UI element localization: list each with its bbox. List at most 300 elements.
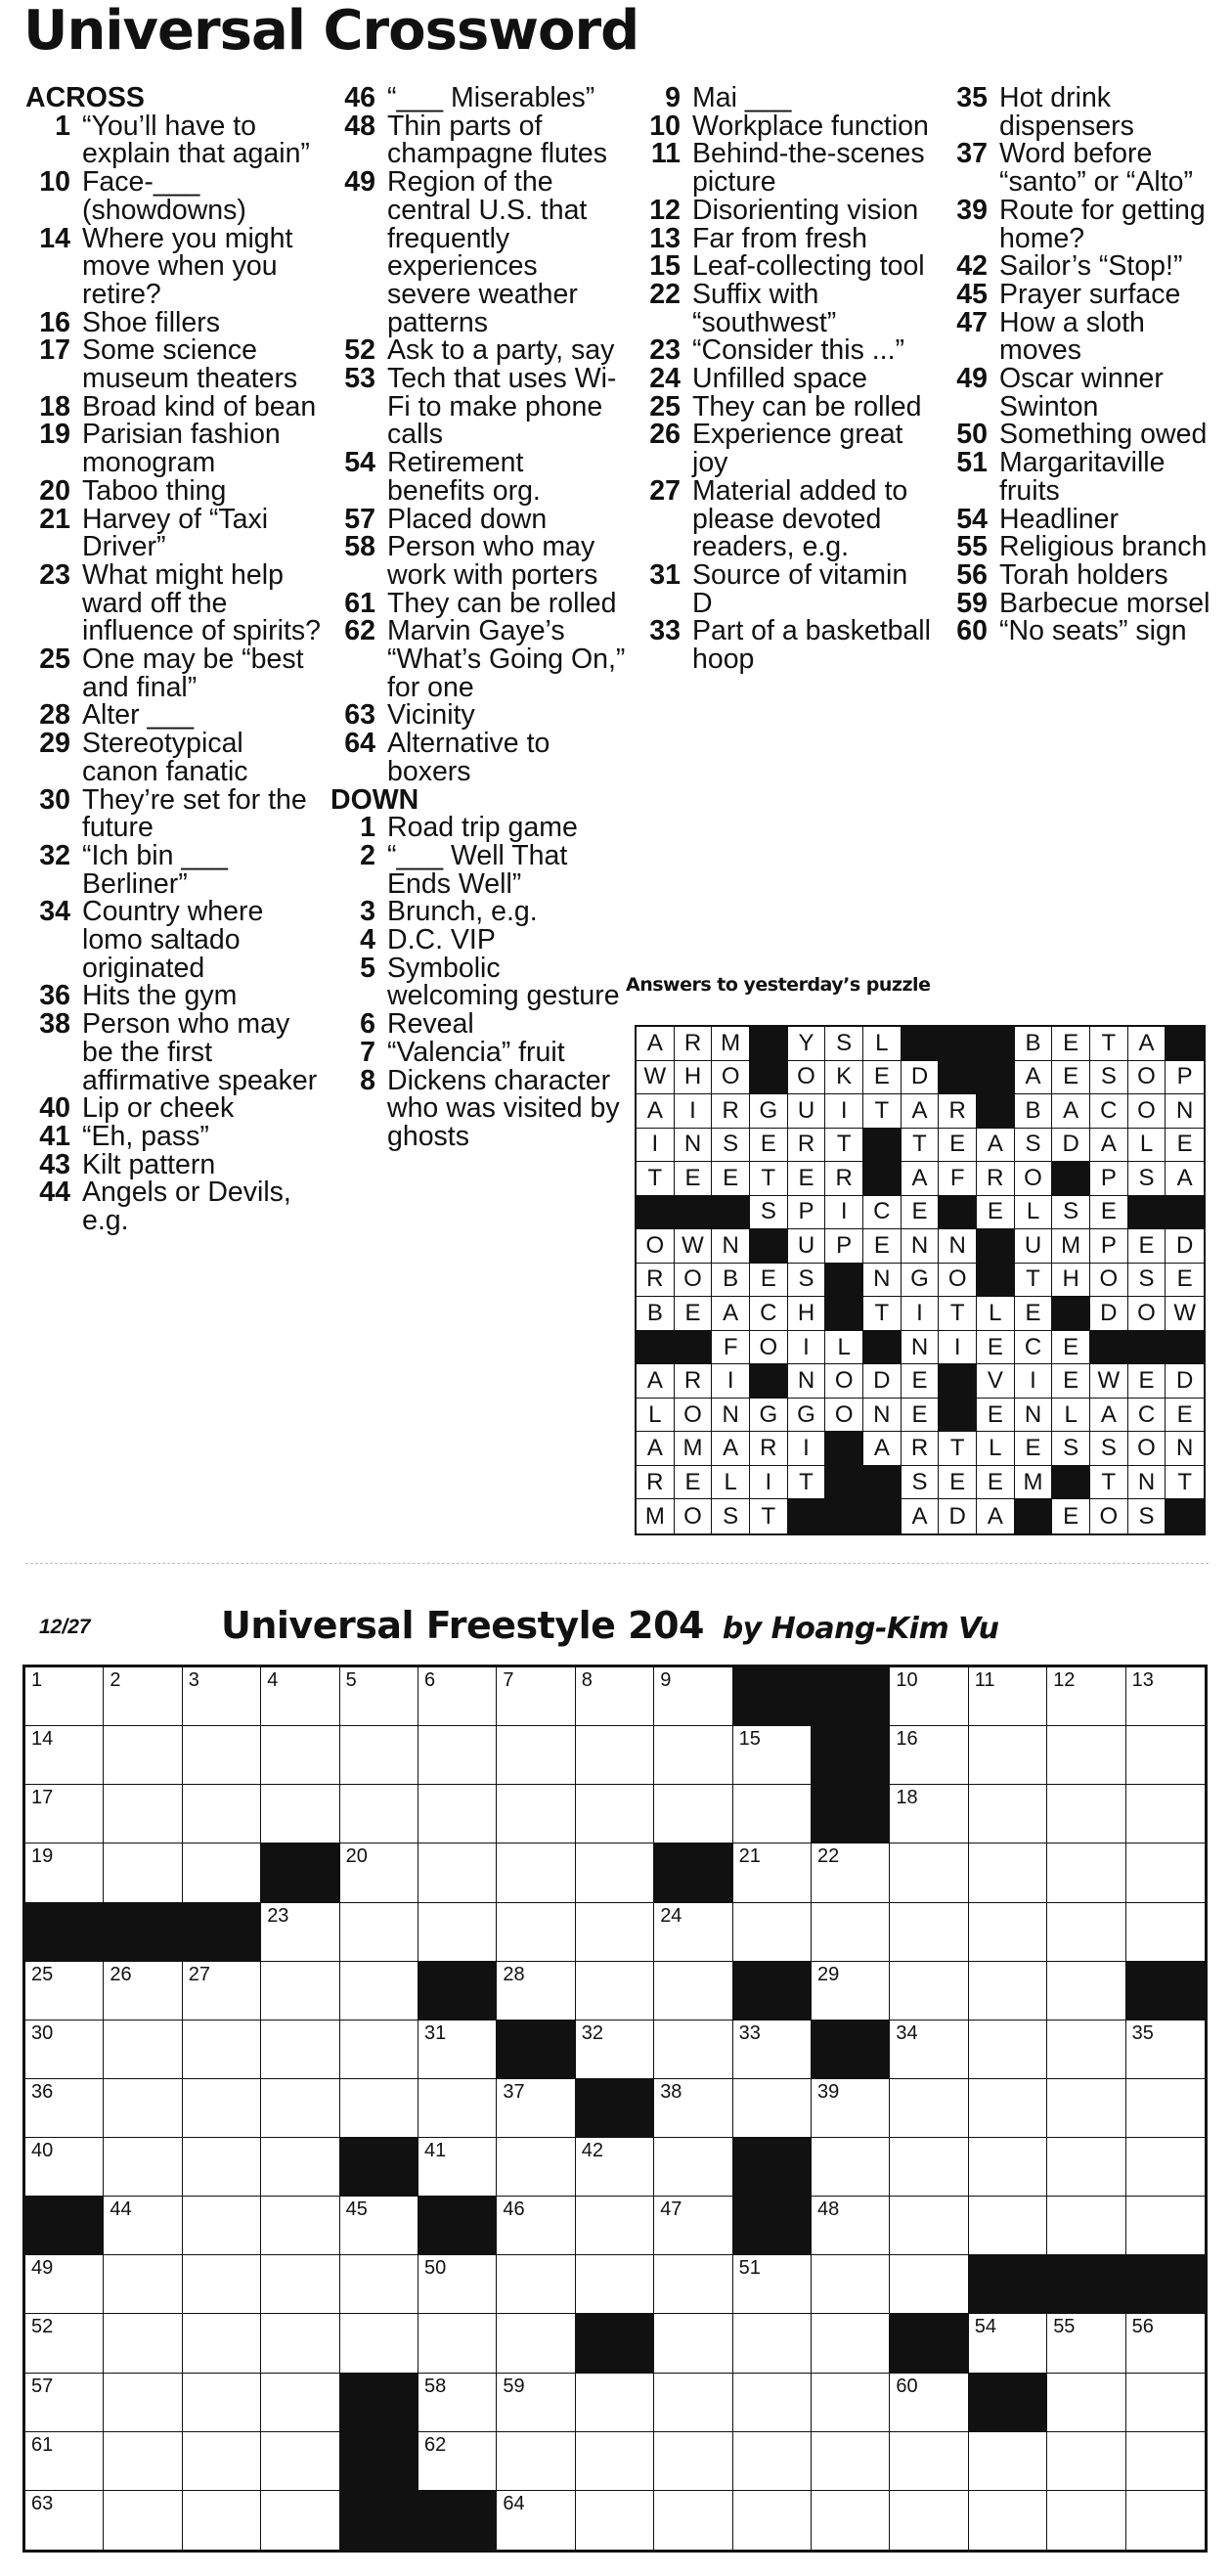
- grid-cell[interactable]: [654, 1726, 732, 1785]
- answer-letter: A: [637, 1027, 675, 1061]
- grid-cell[interactable]: [654, 2138, 732, 2197]
- grid-cell[interactable]: [1126, 1843, 1205, 1902]
- grid-cell[interactable]: [497, 1726, 575, 1785]
- clue-text: “Ich bin ___ Berliner”: [82, 839, 228, 900]
- grid-cell[interactable]: [654, 2432, 732, 2491]
- grid-cell[interactable]: [1126, 2197, 1205, 2255]
- grid-cell[interactable]: [733, 2021, 812, 2079]
- grid-cell[interactable]: [340, 1903, 418, 1962]
- grid-cell[interactable]: [733, 1903, 812, 1962]
- grid-cell[interactable]: [497, 1667, 575, 1726]
- clue-text: D.C. VIP: [387, 924, 496, 956]
- grid-cell[interactable]: [890, 1843, 968, 1902]
- grid-cell[interactable]: [261, 2197, 339, 2255]
- grid-cell[interactable]: [890, 1903, 968, 1962]
- clue-number: 4: [360, 924, 375, 956]
- cell-number: 59: [503, 2375, 525, 2397]
- answer-letter: U: [788, 1094, 826, 1129]
- grid-cell[interactable]: [1047, 2021, 1125, 2079]
- grid-cell[interactable]: [104, 2021, 182, 2079]
- grid-cell[interactable]: [261, 1667, 339, 1726]
- grid-cell[interactable]: [497, 1903, 575, 1962]
- answer-letter: S: [902, 1466, 940, 1500]
- grid-cell[interactable]: [890, 2138, 968, 2197]
- grid-cell[interactable]: [261, 1726, 339, 1785]
- grid-cell[interactable]: [1126, 2021, 1205, 2079]
- grid-cell[interactable]: [890, 2197, 968, 2255]
- grid-cell[interactable]: [497, 2197, 575, 2255]
- grid-cell[interactable]: [812, 2138, 890, 2197]
- grid-cell[interactable]: [1126, 2138, 1205, 2197]
- clue-text: Harvey of “Taxi Driver”: [82, 503, 269, 563]
- grid-cell[interactable]: [261, 1962, 339, 2021]
- grid-cell[interactable]: [1047, 1726, 1125, 1785]
- answer-letter: M: [712, 1027, 750, 1061]
- answer-letter: E: [1052, 1364, 1090, 1399]
- grid-cell[interactable]: [969, 1903, 1047, 1962]
- down-clue: [330, 839, 626, 900]
- grid-cell[interactable]: [733, 1726, 812, 1785]
- answer-letter: E: [863, 1061, 902, 1095]
- grid-cell[interactable]: [418, 2021, 497, 2079]
- black-square: [969, 2255, 1047, 2314]
- grid-cell[interactable]: [890, 1962, 968, 2021]
- grid-cell[interactable]: [418, 2432, 497, 2491]
- clue-text: Some science museum theaters: [82, 334, 298, 395]
- answer-letter: N: [902, 1331, 940, 1365]
- grid-cell[interactable]: [654, 2491, 732, 2550]
- grid-cell[interactable]: [497, 1843, 575, 1902]
- black-square: [497, 2021, 575, 2079]
- grid-cell[interactable]: [654, 2255, 732, 2314]
- answer-black-square: [825, 1499, 863, 1533]
- answer-letter: E: [939, 1466, 977, 1500]
- across-clue: [330, 730, 626, 785]
- clue-text: Religious branch: [999, 531, 1208, 563]
- cell-number: 42: [581, 2140, 604, 2162]
- grid-cell[interactable]: [418, 1667, 497, 1726]
- answer-black-square: [1052, 1297, 1090, 1331]
- grid-cell[interactable]: [104, 2432, 182, 2491]
- grid-cell[interactable]: [1126, 2432, 1205, 2491]
- grid-cell[interactable]: [1047, 2432, 1125, 2491]
- clue-number: 51: [956, 447, 988, 479]
- answer-letter: T: [750, 1162, 788, 1196]
- across-clue: [25, 168, 325, 224]
- grid-cell[interactable]: [183, 1843, 261, 1902]
- answer-letter: U: [788, 1229, 826, 1264]
- grid-cell[interactable]: [25, 1667, 104, 1726]
- grid-cell[interactable]: [733, 2432, 812, 2491]
- grid-cell[interactable]: [1126, 1903, 1205, 1962]
- grid-cell[interactable]: [733, 2491, 812, 2550]
- clue-text: “No seats” sign: [999, 615, 1187, 647]
- grid-cell[interactable]: [497, 2079, 575, 2138]
- grid-cell[interactable]: [1126, 2374, 1205, 2432]
- answer-letter: A: [1090, 1129, 1128, 1163]
- grid-cell[interactable]: [25, 2079, 104, 2138]
- grid-cell[interactable]: [261, 1903, 339, 1962]
- grid-cell[interactable]: [1047, 1667, 1125, 1726]
- grid-cell[interactable]: [1126, 1667, 1205, 1726]
- grid-cell[interactable]: [340, 2079, 418, 2138]
- clue-number: 24: [649, 363, 681, 395]
- cell-number: 63: [31, 2492, 54, 2514]
- across-clue: [330, 84, 626, 112]
- grid-cell[interactable]: [890, 2021, 968, 2079]
- grid-cell[interactable]: [261, 2255, 339, 2314]
- cell-number: 3: [188, 1669, 199, 1691]
- answer-letter: T: [863, 1094, 902, 1129]
- clue-number: 36: [39, 980, 70, 1012]
- grid-cell[interactable]: [183, 2197, 261, 2255]
- grid-cell[interactable]: [969, 2314, 1047, 2373]
- down-clue: [636, 419, 935, 479]
- crossword-grid: [22, 1665, 1208, 2553]
- grid-cell[interactable]: [497, 2374, 575, 2432]
- grid-cell[interactable]: [812, 1903, 890, 1962]
- grid-cell[interactable]: [497, 2138, 575, 2197]
- answer-letter: O: [825, 1364, 863, 1399]
- grid-cell[interactable]: [654, 1785, 732, 1843]
- clue-number: 62: [344, 615, 375, 647]
- grid-cell[interactable]: [340, 1962, 418, 2021]
- black-square: [812, 1667, 890, 1726]
- grid-cell[interactable]: [183, 2374, 261, 2432]
- clue-number: 50: [956, 419, 988, 451]
- grid-cell[interactable]: [1047, 2314, 1125, 2373]
- grid-cell[interactable]: [340, 1843, 418, 1902]
- clue-text: Face-___ (showdowns): [82, 166, 246, 226]
- grid-cell[interactable]: [1126, 1726, 1205, 1785]
- across-clue: [330, 587, 626, 619]
- answer-letter: D: [939, 1499, 977, 1533]
- grid-cell[interactable]: [1047, 1962, 1125, 2021]
- grid-cell[interactable]: [733, 2255, 812, 2314]
- answer-letter: N: [1166, 1432, 1204, 1466]
- grid-cell[interactable]: [969, 2138, 1047, 2197]
- answer-letter: E: [977, 1466, 1015, 1500]
- grid-cell[interactable]: [890, 1667, 968, 1726]
- clue-number: 29: [39, 728, 70, 760]
- clue-text: Suffix with “southwest”: [692, 278, 837, 338]
- grid-cell[interactable]: [812, 1843, 890, 1902]
- grid-cell[interactable]: [576, 2197, 654, 2255]
- grid-cell[interactable]: [576, 1667, 654, 1726]
- grid-cell[interactable]: [418, 2314, 497, 2373]
- grid-cell[interactable]: [654, 2197, 732, 2255]
- grid-cell[interactable]: [104, 1962, 182, 2021]
- grid-cell[interactable]: [890, 2079, 968, 2138]
- grid-cell[interactable]: [1047, 2079, 1125, 2138]
- grid-cell[interactable]: [104, 2255, 182, 2314]
- grid-cell[interactable]: [104, 1785, 182, 1843]
- grid-cell[interactable]: [812, 1962, 890, 2021]
- answer-letter: A: [902, 1162, 940, 1196]
- across-clue: [25, 783, 325, 844]
- grid-cell[interactable]: [183, 1726, 261, 1785]
- grid-cell[interactable]: [890, 2432, 968, 2491]
- answer-letter: P: [788, 1196, 826, 1230]
- clue-text: Alternative to boxers: [387, 728, 550, 787]
- grid-cell[interactable]: [654, 1667, 732, 1726]
- grid-cell[interactable]: [183, 2138, 261, 2197]
- grid-cell[interactable]: [576, 2374, 654, 2432]
- grid-cell[interactable]: [25, 2138, 104, 2197]
- cell-number: 49: [31, 2257, 54, 2280]
- across-clue: [25, 419, 325, 479]
- grid-cell[interactable]: [576, 1843, 654, 1902]
- cell-number: 8: [581, 1669, 593, 1691]
- grid-cell[interactable]: [1047, 2197, 1125, 2255]
- answer-letter: O: [675, 1264, 713, 1298]
- clue-number: 25: [649, 390, 681, 422]
- grid-cell[interactable]: [183, 1785, 261, 1843]
- clue-number: 14: [39, 222, 70, 254]
- grid-cell[interactable]: [183, 1962, 261, 2021]
- answer-letter: L: [863, 1027, 902, 1061]
- grid-cell[interactable]: [812, 2255, 890, 2314]
- cell-number: 32: [581, 2021, 604, 2044]
- grid-cell[interactable]: [1047, 1903, 1125, 1962]
- cell-number: 7: [503, 1669, 514, 1691]
- grid-cell[interactable]: [654, 1903, 732, 1962]
- grid-cell[interactable]: [654, 2021, 732, 2079]
- grid-cell[interactable]: [340, 1726, 418, 1785]
- grid-cell[interactable]: [104, 2138, 182, 2197]
- grid-cell[interactable]: [25, 1726, 104, 1785]
- grid-cell[interactable]: [183, 2314, 261, 2373]
- cell-number: 48: [817, 2198, 840, 2221]
- grid-cell[interactable]: [1126, 2314, 1205, 2373]
- grid-cell[interactable]: [1047, 2138, 1125, 2197]
- across-clue: [25, 390, 325, 422]
- cell-number: 1: [31, 1669, 43, 1691]
- grid-cell[interactable]: [497, 1962, 575, 2021]
- grid-cell[interactable]: [183, 2432, 261, 2491]
- grid-cell[interactable]: [1126, 1785, 1205, 1843]
- answer-letter: I: [939, 1331, 977, 1365]
- grid-cell[interactable]: [733, 1785, 812, 1843]
- grid-cell[interactable]: [812, 2314, 890, 2373]
- grid-cell[interactable]: [183, 2079, 261, 2138]
- grid-cell[interactable]: [576, 2021, 654, 2079]
- down-clue: [636, 84, 935, 112]
- grid-cell[interactable]: [654, 1962, 732, 2021]
- cell-number: 64: [503, 2492, 525, 2514]
- grid-cell[interactable]: [340, 2314, 418, 2373]
- grid-cell[interactable]: [25, 2491, 104, 2550]
- answer-letter: T: [902, 1129, 940, 1163]
- grid-cell[interactable]: [261, 2491, 339, 2550]
- grid-cell[interactable]: [1047, 1785, 1125, 1843]
- grid-cell[interactable]: [25, 2021, 104, 2079]
- grid-cell[interactable]: [340, 2255, 418, 2314]
- grid-cell[interactable]: [812, 2197, 890, 2255]
- grid-cell[interactable]: [340, 2197, 418, 2255]
- grid-cell[interactable]: [418, 1903, 497, 1962]
- answer-black-square: [825, 1264, 863, 1298]
- grid-cell[interactable]: [104, 2374, 182, 2432]
- grid-cell[interactable]: [890, 2255, 968, 2314]
- grid-cell[interactable]: [418, 2138, 497, 2197]
- grid-cell[interactable]: [418, 2255, 497, 2314]
- grid-cell[interactable]: [261, 2079, 339, 2138]
- clue-text: “___ Well That Ends Well”: [387, 839, 568, 900]
- across-clue: [25, 730, 325, 785]
- grid-cell[interactable]: [183, 2491, 261, 2550]
- grid-cell[interactable]: [418, 2079, 497, 2138]
- clue-number: 1: [55, 110, 70, 142]
- grid-cell[interactable]: [418, 1843, 497, 1902]
- clue-text: Region of the central U.S. that frequently experiences severe weather patterns: [387, 166, 588, 338]
- down-clue: [636, 615, 935, 676]
- clue-number: 18: [39, 390, 70, 422]
- grid-cell[interactable]: [104, 2491, 182, 2550]
- answer-letter: B: [1015, 1094, 1053, 1129]
- clue-number: 2: [360, 839, 375, 871]
- grid-cell[interactable]: [261, 2374, 339, 2432]
- grid-cell[interactable]: [733, 1843, 812, 1902]
- grid-cell[interactable]: [576, 2491, 654, 2550]
- clue-text: Torah holders: [999, 558, 1168, 591]
- grid-cell[interactable]: [418, 1785, 497, 1843]
- grid-cell[interactable]: [340, 2021, 418, 2079]
- grid-cell[interactable]: [104, 2079, 182, 2138]
- clue-text: “___ Miserables”: [387, 82, 595, 113]
- grid-cell[interactable]: [25, 1962, 104, 2021]
- grid-cell[interactable]: [183, 1667, 261, 1726]
- grid-cell[interactable]: [654, 2314, 732, 2373]
- grid-cell[interactable]: [497, 1785, 575, 1843]
- grid-cell[interactable]: [654, 2079, 732, 2138]
- down-clue: [943, 587, 1226, 619]
- down-clue: [330, 814, 626, 842]
- grid-cell[interactable]: [104, 2314, 182, 2373]
- grid-cell[interactable]: [25, 2374, 104, 2432]
- answer-letter: B: [712, 1264, 750, 1298]
- clue-text: “Eh, pass”: [82, 1121, 209, 1152]
- grid-cell[interactable]: [183, 2255, 261, 2314]
- grid-cell[interactable]: [418, 1726, 497, 1785]
- answer-letter: T: [637, 1162, 675, 1196]
- grid-cell[interactable]: [969, 2432, 1047, 2491]
- grid-cell[interactable]: [261, 1785, 339, 1843]
- grid-cell[interactable]: [969, 1785, 1047, 1843]
- grid-cell[interactable]: [25, 1785, 104, 1843]
- grid-cell[interactable]: [890, 2374, 968, 2432]
- grid-cell[interactable]: [969, 2079, 1047, 2138]
- grid-cell[interactable]: [890, 2491, 968, 2550]
- grid-cell[interactable]: [812, 2079, 890, 2138]
- answer-letter: F: [939, 1162, 977, 1196]
- grid-cell[interactable]: [261, 2432, 339, 2491]
- grid-cell[interactable]: [340, 1785, 418, 1843]
- grid-cell[interactable]: [812, 2374, 890, 2432]
- grid-cell[interactable]: [1126, 2491, 1205, 2550]
- grid-cell[interactable]: [261, 2021, 339, 2079]
- grid-cell[interactable]: [576, 1903, 654, 1962]
- grid-cell[interactable]: [969, 1667, 1047, 1726]
- grid-cell[interactable]: [104, 1667, 182, 1726]
- grid-cell[interactable]: [969, 1843, 1047, 1902]
- answer-black-square: [1128, 1331, 1166, 1365]
- grid-cell[interactable]: [25, 2314, 104, 2373]
- grid-cell[interactable]: [497, 2255, 575, 2314]
- grid-cell[interactable]: [969, 2197, 1047, 2255]
- grid-cell[interactable]: [576, 1726, 654, 1785]
- grid-cell[interactable]: [497, 2314, 575, 2373]
- grid-cell[interactable]: [418, 2374, 497, 2432]
- grid-cell[interactable]: [25, 2255, 104, 2314]
- grid-cell[interactable]: [261, 2314, 339, 2373]
- answer-letter: I: [825, 1196, 863, 1230]
- grid-cell[interactable]: [812, 2432, 890, 2491]
- grid-cell[interactable]: [576, 2432, 654, 2491]
- answer-letter: O: [675, 1499, 713, 1533]
- grid-cell[interactable]: [1047, 2374, 1125, 2432]
- grid-cell[interactable]: [104, 1843, 182, 1902]
- grid-cell[interactable]: [261, 2138, 339, 2197]
- grid-cell[interactable]: [340, 1667, 418, 1726]
- clue-text: Stereotypical canon fanatic: [82, 728, 248, 787]
- clue-number: 10: [39, 166, 70, 199]
- grid-cell[interactable]: [576, 1785, 654, 1843]
- grid-cell[interactable]: [1047, 2491, 1125, 2550]
- black-square: [340, 2138, 418, 2197]
- grid-cell[interactable]: [890, 1785, 968, 1843]
- grid-cell[interactable]: [576, 2255, 654, 2314]
- cell-number: 50: [424, 2257, 447, 2280]
- grid-cell[interactable]: [183, 2021, 261, 2079]
- grid-cell[interactable]: [25, 2432, 104, 2491]
- grid-cell[interactable]: [1126, 2079, 1205, 2138]
- answer-letter: S: [1128, 1162, 1166, 1196]
- grid-cell[interactable]: [890, 1726, 968, 1785]
- grid-cell[interactable]: [969, 1962, 1047, 2021]
- black-square: [183, 1903, 261, 1962]
- grid-cell[interactable]: [576, 1962, 654, 2021]
- grid-cell[interactable]: [104, 1726, 182, 1785]
- grid-cell[interactable]: [104, 2197, 182, 2255]
- black-square: [812, 2021, 890, 2079]
- clue-number: 32: [39, 839, 70, 871]
- down-clue: [636, 474, 935, 563]
- divider: [25, 1563, 1209, 1564]
- clue-number: 27: [649, 474, 681, 507]
- grid-cell[interactable]: [654, 2374, 732, 2432]
- grid-cell[interactable]: [497, 2432, 575, 2491]
- grid-cell[interactable]: [733, 2079, 812, 2138]
- grid-cell[interactable]: [969, 2491, 1047, 2550]
- grid-cell[interactable]: [576, 2138, 654, 2197]
- answer-black-square: [675, 1331, 713, 1365]
- grid-cell[interactable]: [733, 2374, 812, 2432]
- answer-letter: O: [1015, 1162, 1053, 1196]
- grid-cell[interactable]: [812, 2491, 890, 2550]
- grid-cell[interactable]: [497, 2491, 575, 2550]
- grid-cell[interactable]: [969, 1726, 1047, 1785]
- grid-cell[interactable]: [969, 2021, 1047, 2079]
- answer-letter: W: [637, 1061, 675, 1095]
- clue-number: 53: [344, 363, 375, 395]
- grid-cell[interactable]: [733, 2314, 812, 2373]
- answer-letter: E: [1052, 1061, 1090, 1095]
- clue-text: Dickens character who was visited by ghosts: [387, 1064, 620, 1152]
- answer-letter: S: [1090, 1432, 1128, 1466]
- grid-cell[interactable]: [1047, 1843, 1125, 1902]
- grid-cell[interactable]: [25, 1843, 104, 1902]
